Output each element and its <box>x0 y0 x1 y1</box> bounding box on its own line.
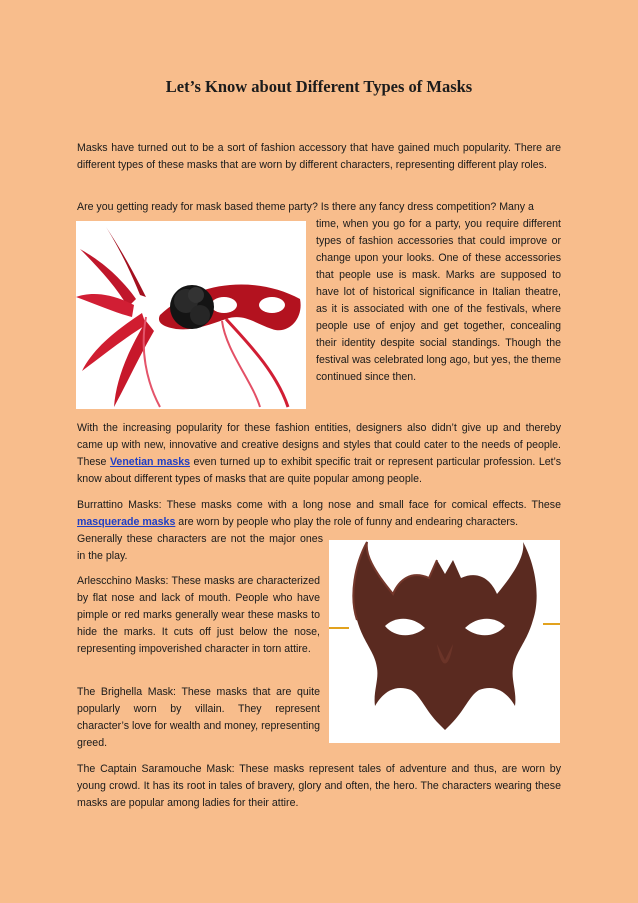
venetian-masks-link[interactable]: Venetian masks <box>109 456 191 468</box>
intro-paragraph: Masks have turned out to be a sort of fashion accessory that have gained much popularity. There are different types of these masks that are worn by different characters, representing different play roles. <box>77 142 561 171</box>
burrattino-text-after: are worn by people who play the role of funny and endearing characters. <box>175 516 519 528</box>
popularity-paragraph <box>77 420 561 488</box>
red-feather-mask-image <box>76 221 306 409</box>
party-paragraph-continued-text: time, when you go for a party, you require different types of fashion accessories that could improve or change upon your looks. One of these accessories that people use is mask. Marks are supposed to have lot of historical significance in Italian theatre, as it is associated with one of the festivals, where people use of enjoy and get together, concealing their identity despite social standings. Though the festival was celebrated long ago, but yes, the theme continued since then. <box>316 218 561 383</box>
party-paragraph-first-line: Are you getting ready for mask based theme party? Is there any fancy dress competition? Many a <box>77 201 534 213</box>
page-title: Let’s Know about Different Types of Masks <box>165 77 473 96</box>
party-paragraph-continued <box>316 199 561 386</box>
burrattino-text-before: Burrattino Masks: These masks come with a long nose and small face for comical effects. These <box>77 499 561 511</box>
brighella-paragraph: The Brighella Mask: These masks that are quite popularly worn by villain. They represent character’s love for wealth and money, representing greed. <box>77 686 320 749</box>
burrattino-paragraph-continued: Generally these characters are not the major ones in the play. <box>77 533 323 562</box>
popularity-text-before: With the increasing popularity for these fashion entities, designers also didn’t give up and thereby came up with new, innovative and creative designs and styles that could cater to the needs of people. These <box>77 422 561 468</box>
arlescchino-paragraph: Arlescchino Masks: These masks are characterized by flat nose and lack of mouth. People who have pimple or red marks generally wear these masks to hide the marks. It cuts off just below the nose, representing impoverished character in torn attire. <box>77 575 320 655</box>
captain-paragraph: The Captain Saramouche Mask: These masks represent tales of adventure and thus, are worn by young crowd. It has its root in tales of bravery, glory and often, the hero. The characters wearing these masks are popular among ladies for their attire. <box>77 763 561 809</box>
brown-villain-mask-image <box>329 540 560 743</box>
popularity-text-after: even turned up to exhibit specific trait or represent particular profession. Let’s know about different types of masks that are quite popular among people. <box>77 456 562 485</box>
burrattino-paragraph <box>77 497 561 531</box>
masquerade-masks-link[interactable]: masquerade masks <box>77 516 176 528</box>
